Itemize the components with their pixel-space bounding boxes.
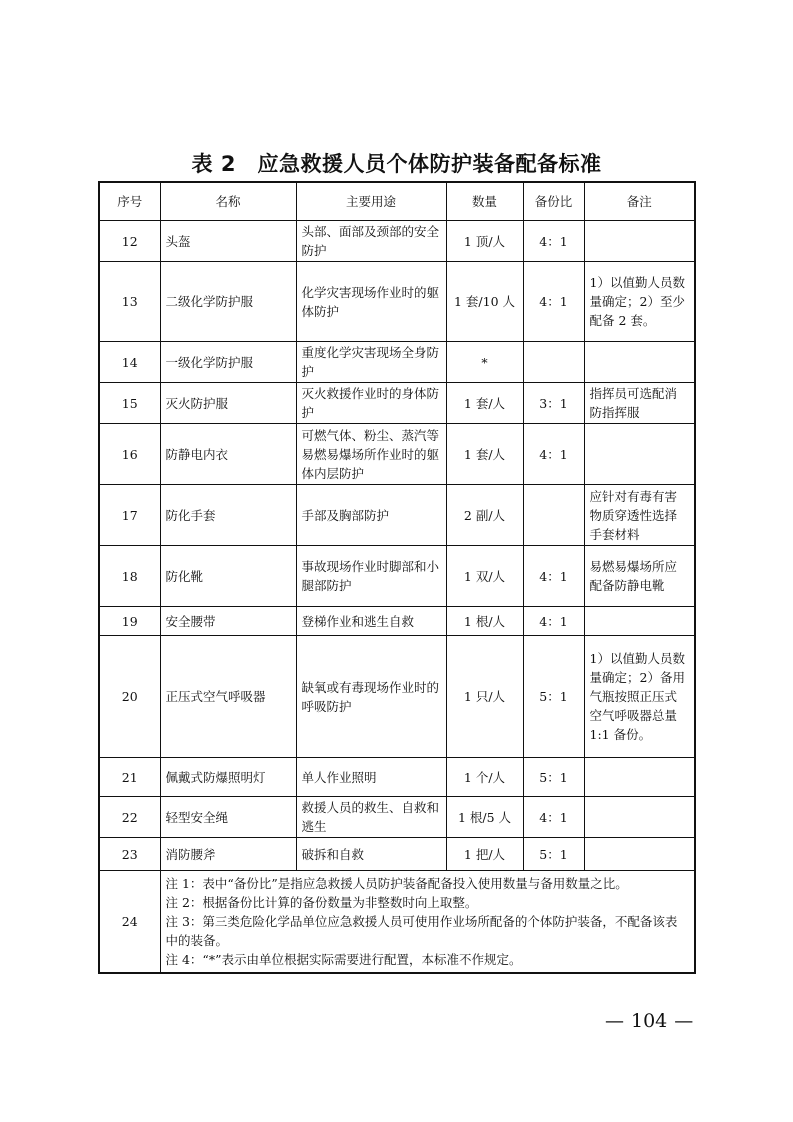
row-use-cell: 事故现场作业时脚部和小腿部防护: [296, 546, 446, 607]
row-name-cell: 防化靴: [160, 546, 296, 607]
row-ratio-cell: 4：1: [523, 607, 584, 636]
row-name-cell: 防静电内衣: [160, 424, 296, 485]
row-qty-cell: 1 根/5 人: [446, 797, 523, 838]
row-no-cell: 20: [99, 636, 160, 758]
row-use-cell: 破拆和自救: [296, 838, 446, 871]
row-ratio-cell: 4：1: [523, 424, 584, 485]
row-no-cell: 16: [99, 424, 160, 485]
row-use-cell: 头部、面部及颈部的安全防护: [296, 221, 446, 262]
row-use-cell: 重度化学灾害现场全身防护: [296, 342, 446, 383]
row-no-cell: 12: [99, 221, 160, 262]
row-no-cell: 17: [99, 485, 160, 546]
row-use-cell: 单人作业照明: [296, 758, 446, 797]
row-ratio-cell: 5：1: [523, 838, 584, 871]
row-ratio-cell: 4：1: [523, 797, 584, 838]
row-ratio-cell: 4：1: [523, 221, 584, 262]
row-name-cell: 头盔: [160, 221, 296, 262]
header-ratio: 备份比: [523, 182, 584, 221]
row-note-cell: 易燃易爆场所应配备防静电靴: [584, 546, 695, 607]
row-name-cell: 轻型安全绳: [160, 797, 296, 838]
row-note-cell: 1）以值勤人员数量确定；2）备用气瓶按照正压式空气呼吸器总量 1:1 备份。: [584, 636, 695, 758]
header-no: 序号: [99, 182, 160, 221]
row-ratio-cell: 3：1: [523, 383, 584, 424]
header-note: 备注: [584, 182, 695, 221]
table-row: [99, 383, 695, 424]
table-row: [99, 485, 695, 546]
row-qty-cell: *: [446, 342, 523, 383]
note-line: 注 2：根据备份比计算的备份数量为非整数时向上取整。: [165, 894, 478, 910]
row-qty-cell: 1 套/10 人: [446, 262, 523, 342]
row-use-cell: 登梯作业和逃生自救: [296, 607, 446, 636]
row-note-cell: [584, 838, 695, 871]
header-qty: 数量: [446, 182, 523, 221]
row-qty-cell: 1 套/人: [446, 424, 523, 485]
table-row: [99, 342, 695, 383]
note-line: 注 4：“*”表示由单位根据实际需要进行配置，本标准不作规定。: [165, 951, 522, 967]
row-note-cell: [584, 758, 695, 797]
row-use-cell: 化学灾害现场作业时的躯体防护: [296, 262, 446, 342]
note-line: 注 1：表中“备份比”是指应急救援人员防护装备配备投入使用数量与备用数量之比。: [165, 875, 628, 891]
row-qty-cell: 1 把/人: [446, 838, 523, 871]
row-note-cell: 应针对有毒有害物质穿透性选择手套材料: [584, 485, 695, 546]
table-row: [99, 262, 695, 342]
notes-row: [99, 871, 695, 973]
notes-no-cell: 24: [99, 871, 160, 973]
row-note-cell: 指挥员可选配消防指挥服: [584, 383, 695, 424]
notes-cell: [160, 871, 695, 973]
row-no-cell: 15: [99, 383, 160, 424]
table-row: [99, 221, 695, 262]
row-qty-cell: 1 套/人: [446, 383, 523, 424]
row-note-cell: [584, 607, 695, 636]
table-row: [99, 838, 695, 871]
row-name-cell: 二级化学防护服: [160, 262, 296, 342]
row-use-cell: 灭火救援作业时的身体防护: [296, 383, 446, 424]
row-no-cell: 14: [99, 342, 160, 383]
table-row: [99, 424, 695, 485]
row-note-cell: [584, 797, 695, 838]
row-note-cell: [584, 221, 695, 262]
row-name-cell: 防化手套: [160, 485, 296, 546]
equipment-table: [98, 181, 696, 974]
row-use-cell: 手部及胸部防护: [296, 485, 446, 546]
table-row: [99, 797, 695, 838]
row-use-cell: 可燃气体、粉尘、蒸汽等易燃易爆场所作业时的躯体内层防护: [296, 424, 446, 485]
row-ratio-cell: [523, 342, 584, 383]
page-number: — 104 —: [605, 1010, 694, 1032]
table-row: [99, 546, 695, 607]
row-name-cell: 佩戴式防爆照明灯: [160, 758, 296, 797]
table-row: [99, 607, 695, 636]
row-use-cell: 救援人员的救生、自救和逃生: [296, 797, 446, 838]
table-header-row: [99, 182, 695, 221]
row-no-cell: 18: [99, 546, 160, 607]
note-line: 注 3：第三类危险化学品单位应急救援人员可使用作业场所配备的个体防护装备，不配备该表中的装备。: [165, 913, 678, 948]
table-row: [99, 636, 695, 758]
row-no-cell: 22: [99, 797, 160, 838]
row-name-cell: 正压式空气呼吸器: [160, 636, 296, 758]
row-qty-cell: 1 只/人: [446, 636, 523, 758]
row-use-cell: 缺氧或有毒现场作业时的呼吸防护: [296, 636, 446, 758]
row-note-cell: [584, 342, 695, 383]
row-note-cell: [584, 424, 695, 485]
row-qty-cell: 1 个/人: [446, 758, 523, 797]
row-no-cell: 13: [99, 262, 160, 342]
row-name-cell: 消防腰斧: [160, 838, 296, 871]
row-qty-cell: 1 顶/人: [446, 221, 523, 262]
table-row: [99, 758, 695, 797]
header-name: 名称: [160, 182, 296, 221]
row-ratio-cell: 5：1: [523, 758, 584, 797]
row-qty-cell: 1 双/人: [446, 546, 523, 607]
row-ratio-cell: 4：1: [523, 546, 584, 607]
row-qty-cell: 1 根/人: [446, 607, 523, 636]
table-title: 表 2 应急救援人员个体防护装备配备标准: [191, 152, 602, 176]
row-ratio-cell: 4：1: [523, 262, 584, 342]
row-ratio-cell: [523, 485, 584, 546]
row-name-cell: 一级化学防护服: [160, 342, 296, 383]
row-no-cell: 19: [99, 607, 160, 636]
header-use: 主要用途: [296, 182, 446, 221]
row-no-cell: 23: [99, 838, 160, 871]
row-name-cell: 灭火防护服: [160, 383, 296, 424]
row-no-cell: 21: [99, 758, 160, 797]
row-qty-cell: 2 副/人: [446, 485, 523, 546]
row-note-cell: 1）以值勤人员数量确定；2）至少配备 2 套。: [584, 262, 695, 342]
row-name-cell: 安全腰带: [160, 607, 296, 636]
row-ratio-cell: 5：1: [523, 636, 584, 758]
